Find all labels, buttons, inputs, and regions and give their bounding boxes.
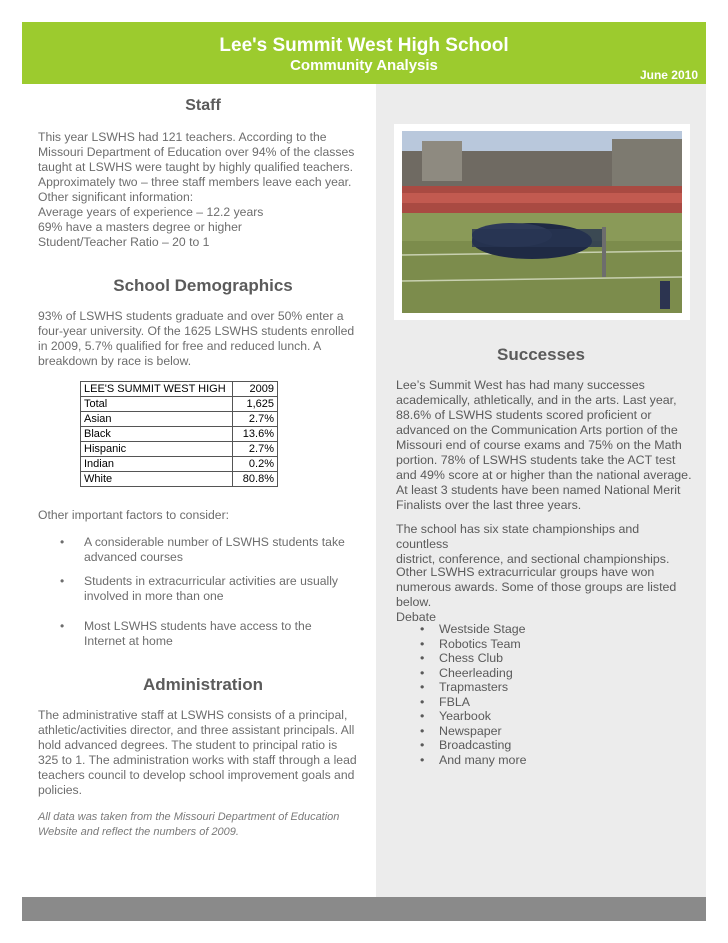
successes-line: Finalists over the last three years. [396, 498, 582, 512]
table-row [81, 472, 278, 487]
table-cell: 80.8% [233, 472, 278, 487]
award-label: Broadcasting [439, 738, 512, 752]
list-item [420, 709, 680, 724]
administration-line: hold advanced degrees. The student to principal ratio is [38, 738, 338, 752]
bullet-icon: • [60, 574, 65, 588]
table-cell: 2.7% [233, 412, 278, 427]
staff-line: Approximately two – three staff members leave each year. [38, 175, 352, 189]
demographics-line: four-year university. Of the 1625 LSWHS students enrolled [38, 324, 355, 338]
administration-line: policies. [38, 783, 83, 797]
table-row [81, 442, 278, 457]
successes-line: portion. 78% of LSWHS students take the ACT test [396, 453, 676, 467]
list-item [420, 738, 680, 753]
staff-text [38, 130, 368, 250]
bullet-icon: • [420, 738, 425, 752]
table-header-cell: 2009 [233, 382, 278, 397]
award-label: Cheerleading [439, 665, 513, 680]
successes-line: and 49% score at or higher than the national average. [396, 468, 692, 482]
award-label: Trapmasters [439, 680, 509, 694]
demographics-line: breakdown by race is below. [38, 354, 192, 368]
award-label: Chess Club [439, 651, 504, 665]
successes-line: district, conference, and sectional championships. [396, 552, 670, 566]
award-label: And many more [439, 752, 527, 767]
table-cell: White [81, 472, 233, 487]
page-subtitle: Community Analysis [290, 57, 438, 74]
successes-line: below. [396, 595, 432, 609]
table-row [81, 427, 278, 442]
successes-heading: Successes [497, 345, 585, 364]
table-cell: Indian [81, 457, 233, 472]
factor-text: Most LSWHS students have access to the Internet at home [84, 619, 312, 648]
award-label: FBLA [439, 694, 470, 709]
demographics-heading: School Demographics [113, 276, 293, 295]
bullet-icon: • [420, 651, 425, 665]
bullet-icon: • [420, 636, 425, 651]
staff-line: Missouri Department of Education over 94% of the classes [38, 145, 355, 159]
administration-line: 325 to 1. The administration works with staff through a lead [38, 753, 357, 767]
successes-line: Missouri end of course exams and 75% on the Math [396, 438, 682, 452]
table-cell: 0.2% [233, 457, 278, 472]
factor-text: Students in extracurricular activities are usually involved in more than one [84, 574, 339, 603]
award-label: Yearbook [439, 709, 491, 723]
successes-line: 88.6% of LSWHS students scored proficient or [396, 408, 652, 422]
bullet-icon: • [420, 665, 425, 680]
administration-line: The administrative staff at LSWHS consists of a principal, [38, 708, 348, 722]
data-source-note: All data was taken from the Missouri Department of Education Website and reflect the numbers of 2009. [38, 811, 340, 838]
bullet-icon: • [420, 752, 425, 767]
list-item [420, 724, 680, 739]
bullet-icon: • [420, 694, 425, 709]
demographics-text [38, 309, 368, 369]
administration-line: athletic/activities director, and three assistant principals. All [38, 723, 355, 737]
table-row [81, 412, 278, 427]
administration-text [38, 708, 368, 798]
demographics-table [80, 381, 278, 487]
bullet-icon: • [60, 619, 65, 633]
table-cell: Asian [81, 412, 233, 427]
successes-line: advanced on the Communication Arts portion of the [396, 423, 678, 437]
successes-line: Lee’s Summit West has had many successes [396, 378, 645, 392]
award-label: Newspaper [439, 723, 502, 738]
successes-line: Debate [396, 610, 436, 624]
successes-paragraph [396, 378, 692, 513]
table-cell: Hispanic [81, 442, 233, 457]
factor-text: A considerable number of LSWHS students take advanced courses [84, 535, 345, 564]
table-cell: 13.6% [233, 427, 278, 442]
bullet-icon: • [420, 709, 425, 723]
list-item [420, 695, 680, 710]
successes-line: numerous awards. Some of those groups are listed [396, 580, 677, 594]
demographics-line: 93% of LSWHS students graduate and over 50% enter a [38, 309, 344, 323]
list-item [420, 637, 680, 652]
staff-line: taught at LSWHS were taught by highly qualified teachers. [38, 160, 354, 174]
table-row [81, 457, 278, 472]
list-item [420, 680, 680, 695]
staff-line: Student/Teacher Ratio – 20 to 1 [38, 235, 210, 249]
successes-line: At least 3 students have been named National Merit [396, 483, 681, 497]
demographics-line: in 2009, 5.7% qualified for free and reduced lunch. A [38, 339, 322, 353]
table-cell: Black [81, 427, 233, 442]
administration-heading: Administration [143, 675, 263, 694]
groups-paragraph [396, 565, 692, 625]
championships-paragraph [396, 522, 692, 567]
staff-line: Other significant information: [38, 190, 194, 204]
issue-date: June 2010 [639, 68, 698, 82]
list-item [420, 651, 680, 666]
bullet-icon: • [420, 680, 425, 694]
footer-bar [22, 897, 706, 921]
table-cell: Total [81, 397, 233, 412]
bullet-icon: • [420, 622, 425, 636]
table-cell: 2.7% [233, 442, 278, 457]
list-item [420, 753, 680, 768]
awards-list [420, 622, 680, 767]
staff-heading: Staff [185, 97, 221, 114]
award-label: Robotics Team [439, 636, 521, 651]
table-header-row [81, 382, 278, 397]
football-field-photo [402, 131, 682, 313]
staff-line: 69% have a masters degree or higher [38, 220, 242, 234]
bullet-icon: • [60, 535, 65, 549]
table-cell: 1,625 [233, 397, 278, 412]
successes-line: The school has six state championships and countless [396, 522, 640, 551]
award-label: Westside Stage [439, 622, 526, 636]
list-item [420, 666, 680, 681]
administration-line: teachers council to develop school improvement goals and [38, 768, 355, 782]
table-header-cell: LEE'S SUMMIT WEST HIGH [81, 382, 233, 397]
successes-line: academically, athletically, and in the arts. Last year, [396, 393, 677, 407]
staff-line: This year LSWHS had 121 teachers. According to the [38, 130, 327, 144]
table-row [81, 397, 278, 412]
successes-line: Other LSWHS extracurricular groups have won [396, 565, 655, 579]
bullet-icon: • [420, 723, 425, 738]
page-title: Lee's Summit West High School [219, 35, 509, 56]
factors-lead: Other important factors to consider: [38, 508, 230, 522]
staff-line: Average years of experience – 12.2 years [38, 205, 264, 219]
list-item [420, 622, 680, 637]
